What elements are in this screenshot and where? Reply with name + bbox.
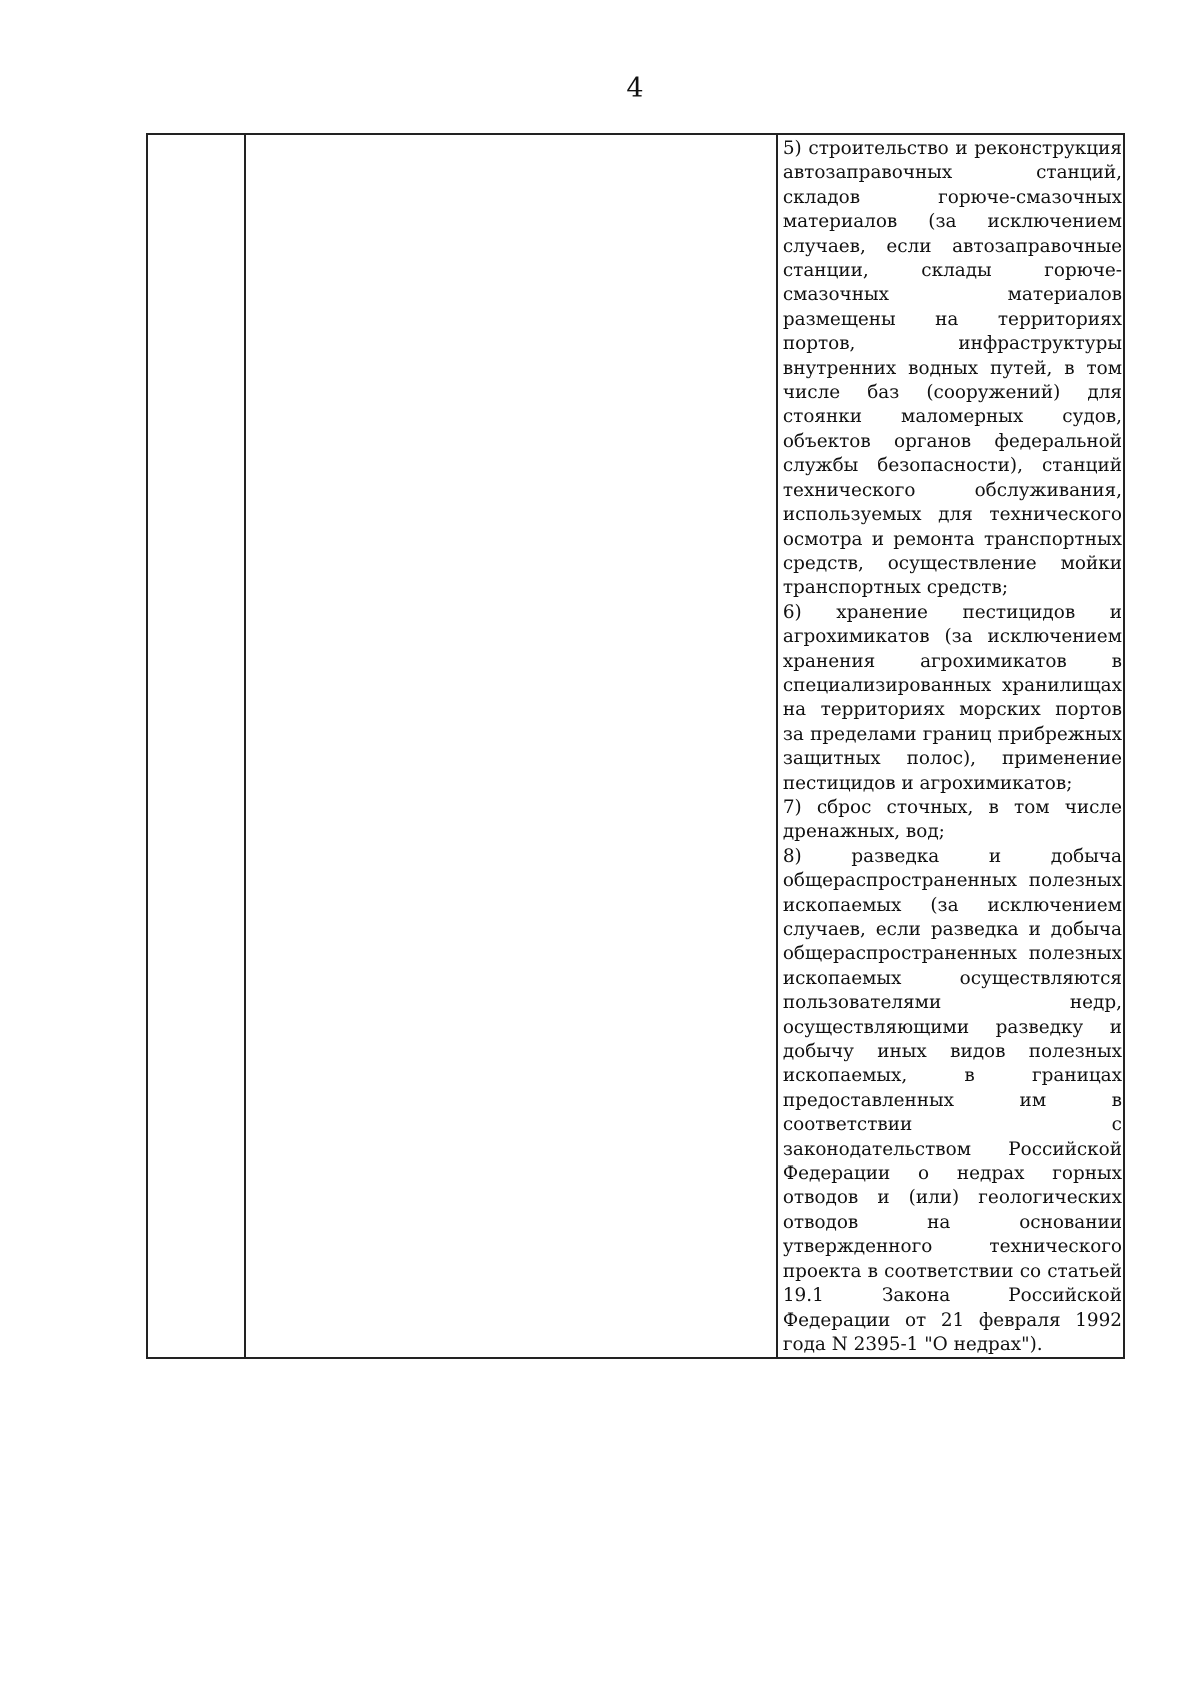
page-number: 4 bbox=[626, 73, 644, 104]
restriction-item-8: 8) разведка и добыча общераспространенных полезных ископаемых (за исключением случаев, если разведка и добыча общераспространенных полезных ископаемых осуществляются пользователями недр, осуществляющими разведку и добычу иных видов полезных ископаемых, в границах предоставленных им в соответствии с законодательством Российской Федерации о недрах горных отводов и (или) геологических отводов на основании утвержденного технического проекта в соответствии со статьей 19.1 Закона Российской Федерации от 21 февраля 1992 года N 2395-1 "О недрах"). bbox=[782, 845, 1122, 1355]
table-cell-empty-1 bbox=[147, 134, 245, 1358]
table-cell-restrictions bbox=[777, 134, 1124, 1358]
restriction-item-7: 7) сброс сточных, в том числе дренажных, вод; bbox=[782, 796, 1122, 843]
restrictions-list bbox=[778, 135, 1123, 1357]
restriction-item-6: 6) хранение пестицидов и агрохимикатов (за исключением хранения агрохимикатов в специализированных хранилищах на территориях морских портов за пределами границ прибрежных защитных полос), применение пестицидов и агрохимикатов; bbox=[782, 601, 1122, 794]
table-row bbox=[147, 134, 1124, 1358]
restriction-item-5: 5) строительство и реконструкция автозаправочных станций, складов горюче-смазочных материалов (за исключением случаев, если автозаправочные станции, склады горюче-смазочных материалов размещены на территориях портов, инфраструктуры внутренних водных путей, в том числе баз (сооружений) для стоянки маломерных судов, объектов органов федеральной службы безопасности), станций технического обслуживания, используемых для технического осмотра и ремонта транспортных средств, осуществление мойки транспортных средств; bbox=[782, 138, 1122, 599]
table-cell-empty-2 bbox=[245, 134, 777, 1358]
document-table bbox=[146, 133, 1125, 1359]
